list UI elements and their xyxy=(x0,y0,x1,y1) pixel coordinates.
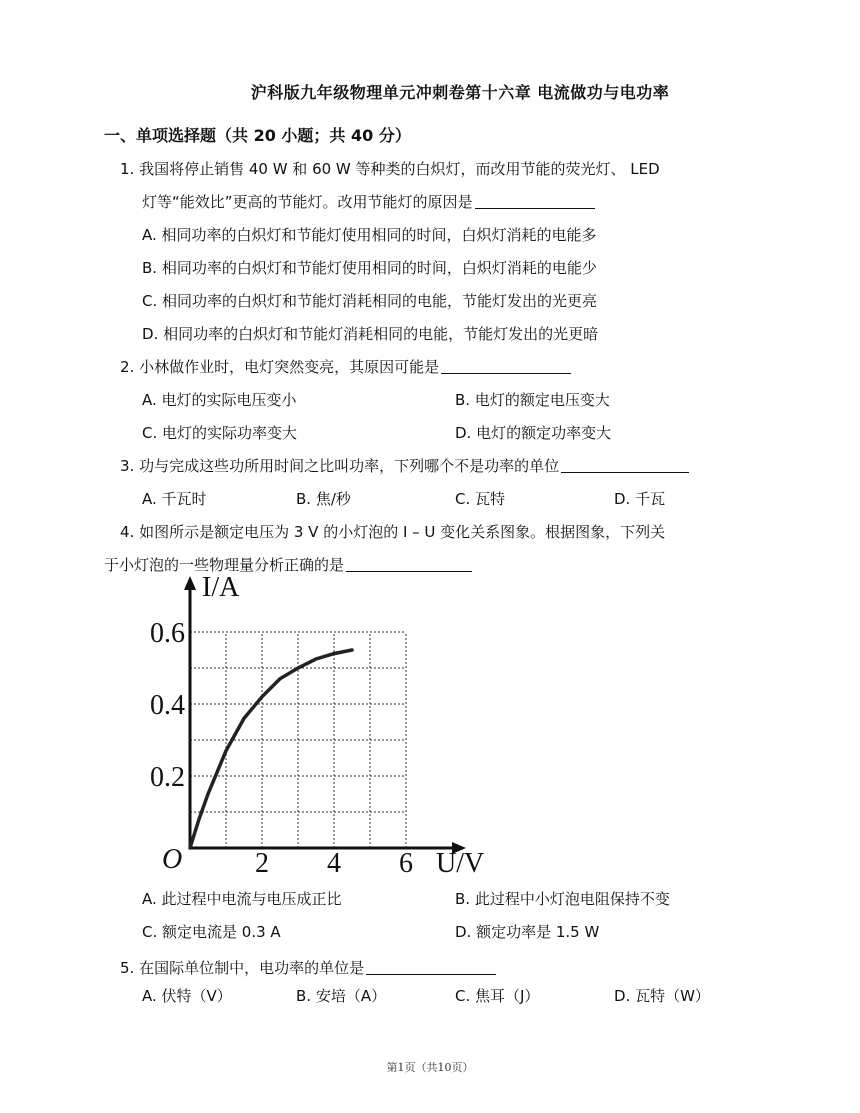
answer-blank xyxy=(475,193,595,209)
q3-option-d: D. 千瓦 xyxy=(614,490,666,508)
page-footer: 第1页（共10页） xyxy=(386,1061,474,1074)
q2-stem-text: 2. 小林做作业时，电灯突然变亮，其原因可能是 xyxy=(120,358,440,376)
q1-stem-text: 灯等“能效比”更高的节能灯。改用节能灯的原因是 xyxy=(142,193,473,211)
q3-option-c: C. 瓦特 xyxy=(455,490,506,508)
q4-option-a: A. 此过程中电流与电压成正比 xyxy=(142,890,342,908)
x-tick-label: 2 xyxy=(255,848,269,879)
x-tick-label: 4 xyxy=(327,848,341,879)
q5-option-a: A. 伏特（V） xyxy=(142,987,232,1005)
iu-chart xyxy=(140,570,520,880)
q1-option-d: D. 相同功率的白炽灯和节能灯消耗相同的电能，节能灯发出的光更暗 xyxy=(142,325,599,343)
y-tick-label: 0.2 xyxy=(150,762,185,793)
y-axis-arrow xyxy=(184,576,196,590)
q1-stem-line1: 1. 我国将停止销售 40 W 和 60 W 等种类的白炽灯，而改用节能的荧光灯、 LED xyxy=(120,160,660,178)
iu-curve xyxy=(190,650,352,848)
q2-option-b: B. 电灯的额定电压变大 xyxy=(455,391,610,409)
answer-blank xyxy=(366,959,496,975)
q5-stem-text: 5. 在国际单位制中，电功率的单位是 xyxy=(120,959,365,977)
q4-option-b: B. 此过程中小灯泡电阻保持不变 xyxy=(455,890,670,908)
y-tick-label: 0.6 xyxy=(150,618,185,649)
answer-blank xyxy=(561,457,689,473)
q1-option-c: C. 相同功率的白炽灯和节能灯消耗相同的电能，节能灯发出的光更亮 xyxy=(142,292,598,310)
y-axis-label: I/A xyxy=(202,572,240,603)
q3-option-a: A. 千瓦时 xyxy=(142,490,207,508)
page-title: 沪科版九年级物理单元冲刺卷第十六章 电流做功与电功率 xyxy=(250,83,670,102)
q1-option-b: B. 相同功率的白炽灯和节能灯使用相同的时间，白炽灯消耗的电能少 xyxy=(142,259,597,277)
q4-stem-text: 于小灯泡的一些物理量分析正确的是 xyxy=(104,556,345,574)
q1-option-a: A. 相同功率的白炽灯和节能灯使用相同的时间，白炽灯消耗的电能多 xyxy=(142,226,597,244)
q3-stem xyxy=(120,455,689,476)
q4-option-d: D. 额定功率是 1.5 W xyxy=(455,923,600,941)
q2-option-a: A. 电灯的实际电压变小 xyxy=(142,391,297,409)
section-heading: 一、单项选择题（共 20 小题；共 40 分） xyxy=(104,126,411,145)
q5-option-c: C. 焦耳（J） xyxy=(455,987,540,1005)
answer-blank xyxy=(441,358,571,374)
origin-label: O xyxy=(162,844,183,875)
q5-stem xyxy=(120,957,496,978)
x-axis-label: U/V xyxy=(436,848,485,879)
q3-option-b: B. 焦/秒 xyxy=(296,490,351,508)
q5-option-b: B. 安培（A） xyxy=(296,987,387,1005)
q4-stem-line1: 4. 如图所示是额定电压为 3 V 的小灯泡的 I – U 变化关系图象。根据图象，下列关 xyxy=(120,523,666,541)
q1-stem-line2 xyxy=(142,191,595,212)
y-tick-label: 0.4 xyxy=(150,690,185,721)
x-tick-label: 6 xyxy=(399,848,413,879)
q2-option-d: D. 电灯的额定功率变大 xyxy=(455,424,612,442)
q5-option-d: D. 瓦特（W） xyxy=(614,987,710,1005)
chart-grid xyxy=(190,632,406,848)
q3-stem-text: 3. 功与完成这些功所用时间之比叫功率，下列哪个不是功率的单位 xyxy=(120,457,560,475)
q2-stem xyxy=(120,356,571,377)
q4-option-c: C. 额定电流是 0.3 A xyxy=(142,923,281,941)
q2-option-c: C. 电灯的实际功率变大 xyxy=(142,424,298,442)
